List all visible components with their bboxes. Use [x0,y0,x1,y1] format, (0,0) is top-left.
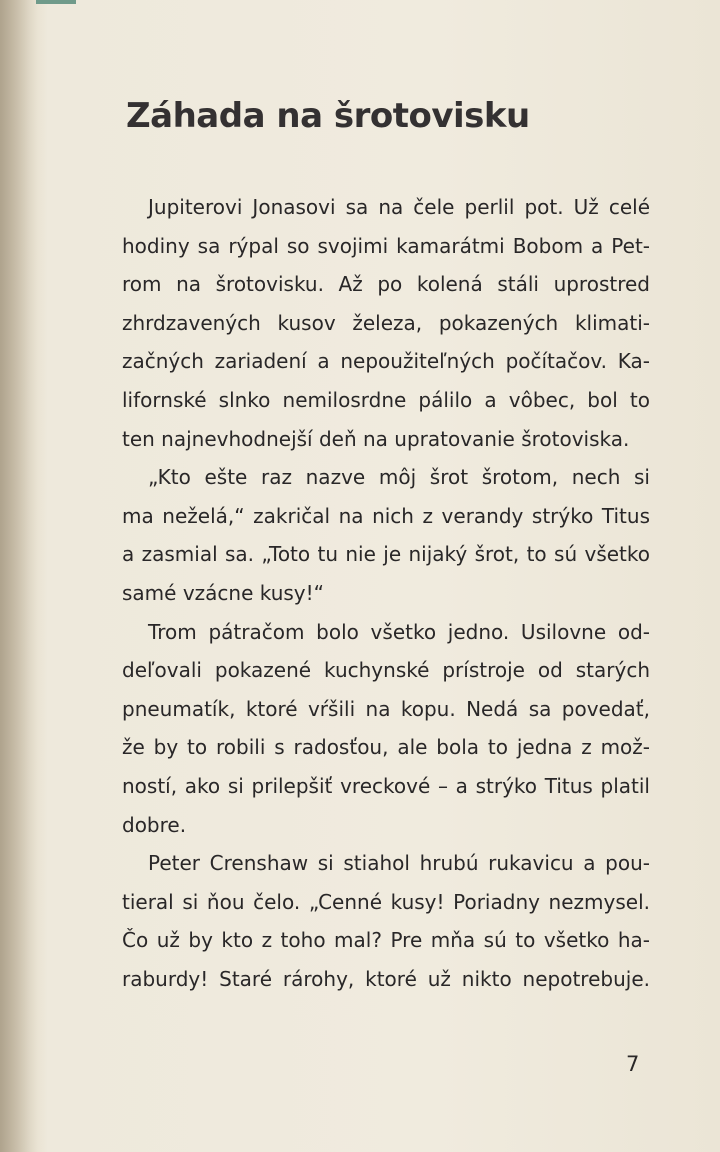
chapter-title: Záhada na šrotovisku [126,96,530,136]
text-line: deľovali pokazené kuchynské prístroje od starých [122,658,650,683]
text-line: „Kto ešte raz nazve môj šrot šrotom, nech si [148,465,650,490]
page-top-edge [36,0,76,4]
body-text [122,188,650,998]
text-line: začných zariadení a nepoužiteľných počítačov. Ka- [122,349,650,374]
text-line: lifornské slnko nemilosrdne pálilo a vôbec, bol to [122,387,650,412]
text-line: ností, ako si prilepšiť vreckové – a strýko Titus platil [122,773,650,798]
text-line: a zasmial sa. „Toto tu nie je nijaký šrot, to sú všetko [122,542,650,567]
text-line: tieral si ňou čelo. „Cenné kusy! Poriadny nezmysel. [122,889,650,914]
text-line: rom na šrotovisku. Až po kolená stáli uprostred [122,272,650,297]
text-line: hodiny sa rýpal so svojimi kamarátmi Bobom a Pet- [122,233,650,258]
text-line: pneumatík, ktoré vŕšili na kopu. Nedá sa povedať, [122,696,650,721]
text-line: Trom pátračom bolo všetko jedno. Usilovne od- [148,619,650,644]
text-line: ten najnevhodnejší deň na upratovanie šrotoviska. [122,426,630,451]
text-line: Peter Crenshaw si stiahol hrubú rukavicu a pou- [148,851,650,876]
page-number: 7 [626,1052,640,1076]
text-line: Čo už by kto z toho mal? Pre mňa sú to všetko ha- [122,928,650,953]
paragraph [122,458,650,612]
text-line: dobre. [122,812,187,837]
book-gutter-shadow [0,0,38,1152]
text-line: zhrdzavených kusov železa, pokazených klimati- [122,310,650,335]
paragraph [122,613,650,845]
text-line: raburdy! Staré rárohy, ktoré už nikto nepotrebuje. [122,966,650,991]
text-line: ma neželá,“ zakričal na nich z verandy strýko Titus [122,503,650,528]
text-line: Jupiterovi Jonasovi sa na čele perlil pot. Už celé [148,195,650,219]
paragraph [122,844,650,998]
text-line: samé vzácne kusy!“ [122,580,325,605]
paragraph [122,188,650,458]
text-line: že by to robili s radosťou, ale bola to jedna z mož- [122,735,650,760]
